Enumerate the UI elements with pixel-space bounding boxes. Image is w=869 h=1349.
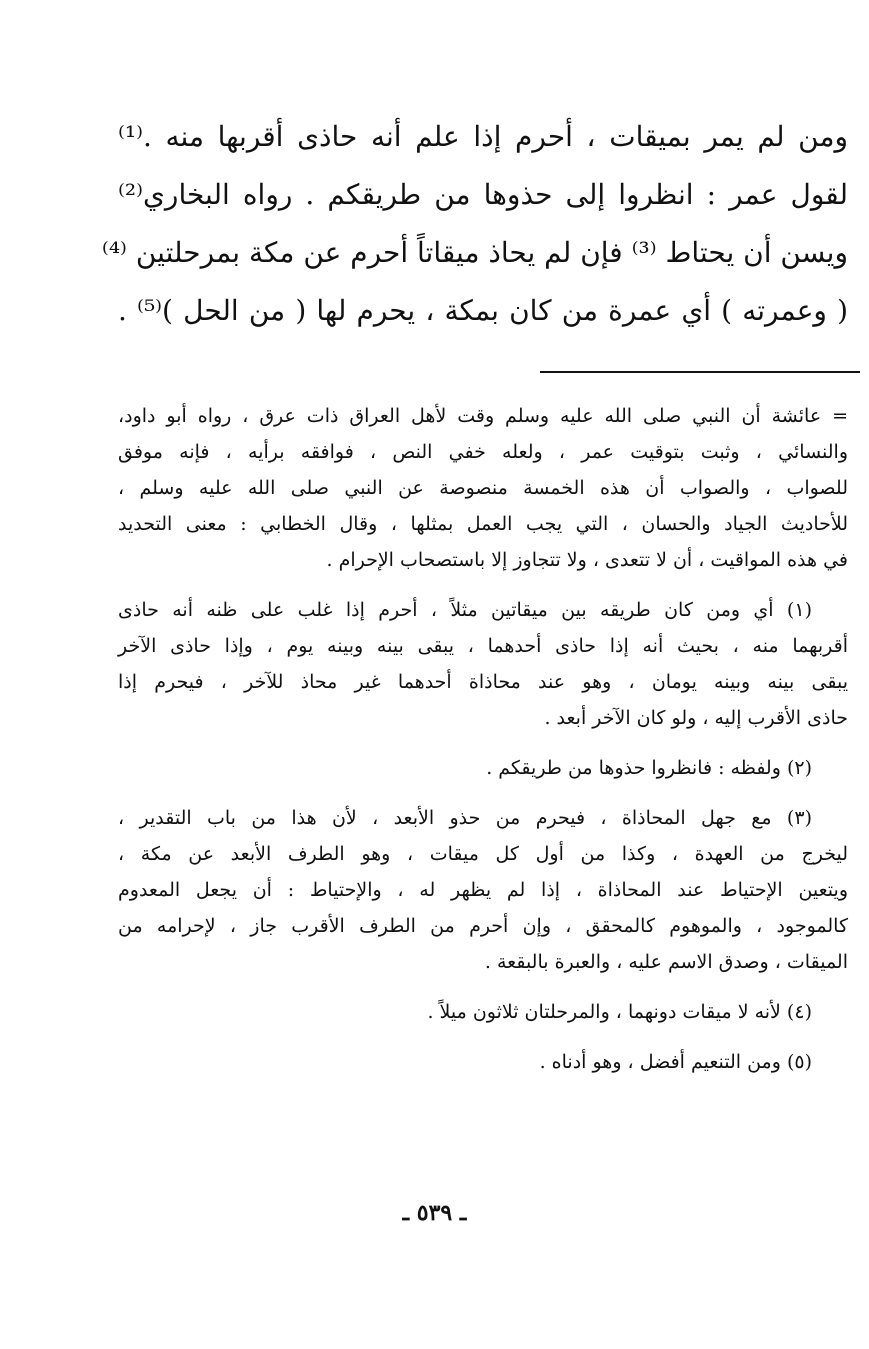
main-text-line: ومن لم يمر بميقات ، أحرم إذا علم أنه حاذى أقربها منه .⁽¹⁾	[118, 120, 848, 153]
main-text-line: ( وعمرته ) أي عمرة من كان بمكة ، يحرم لها ( من الحل )⁽⁵⁾ .	[118, 294, 848, 327]
footnote-3	[118, 800, 848, 980]
footnote-line: ليخرج من العهدة ، وكذا من أول كل ميقات ، وهو الطرف الأبعد عن مكة ،	[118, 843, 848, 865]
footnote-line: في هذه المواقيت ، أن لا تتعدى ، ولا تتجاوز إلا باستصحاب الإحرام .	[326, 549, 848, 571]
footnote-line: (٣) مع جهل المحاذاة ، فيحرم من حذو الأبعد ، لأن هذا من باب التقدير ،	[118, 807, 812, 829]
footnote-separator	[540, 371, 860, 373]
footnote-line: (٤) لأنه لا ميقات دونهما ، والمرحلتان ثلاثون ميلاً .	[427, 1001, 812, 1023]
footnote-line: كالموجود ، والموهوم كالمحقق ، وإن أحرم من الطرف الأقرب جاز ، لإحرامه من	[118, 915, 848, 937]
footnote-line: (١) أي ومن كان طريقه بين ميقاتين مثلاً ، أحرم إذا غلب على ظنه أنه حاذى	[118, 599, 812, 621]
footnote-line: يبقى بينه وبينه يومان ، وهو عند محاذاة أحدهما غير محاذ للآخر ، فيحرم إذا	[118, 671, 848, 693]
main-text	[101, 108, 848, 340]
footnote-line: (٢) ولفظه : فانظروا حذوها من طريقكم .	[486, 757, 812, 779]
page-number: ـ ٥٣٩ ـ	[402, 1200, 467, 1226]
main-text-line: لقول عمر : انظروا إلى حذوها من طريقكم . رواه البخاري⁽²⁾	[118, 178, 848, 211]
footnote-line: أقربهما منه ، بحيث أنه إذا حاذى أحدهما ، يبقى بينه وبينه يوم ، وإذا حاذى الآخر	[118, 635, 848, 657]
footnote-4	[118, 994, 848, 1030]
footnote-line: والنسائي ، وثبت بتوقيت عمر ، ولعله خفي النص ، فوافقه برأيه ، فإنه موفق	[118, 441, 848, 463]
footnote-line: = عائشة أن النبي صلى الله عليه وسلم وقت لأهل العراق ذات عرق ، رواه أبو داود،	[118, 405, 848, 427]
footnote-1	[118, 592, 848, 736]
footnote-continuation	[118, 398, 848, 578]
footnote-2	[118, 750, 848, 786]
footnote-line: حاذى الأقرب إليه ، ولو كان الآخر أبعد .	[544, 707, 848, 729]
footnote-line: الميقات ، وصدق الاسم عليه ، والعبرة بالبقعة .	[484, 951, 848, 973]
footnote-line: (٥) ومن التنعيم أفضل ، وهو أدناه .	[539, 1051, 812, 1073]
main-text-line: ويسن أن يحتاط ⁽³⁾ فإن لم يحاذ ميقاتاً أحرم عن مكة بمرحلتين ⁽⁴⁾	[101, 236, 848, 269]
footnote-line: ويتعين الإحتياط عند المحاذاة ، إذا لم يظهر له ، والإحتياط : أن يجعل المعدوم	[118, 879, 848, 901]
footnote-5	[118, 1044, 848, 1080]
footnote-line: للصواب ، والصواب أن هذه الخمسة منصوصة عن النبي صلى الله عليه وسلم ،	[118, 477, 848, 499]
footnotes	[118, 398, 848, 1094]
footnote-line: للأحاديث الجياد والحسان ، التي يجب العمل بمثلها ، وقال الخطابي : معنى التحديد	[118, 513, 848, 535]
